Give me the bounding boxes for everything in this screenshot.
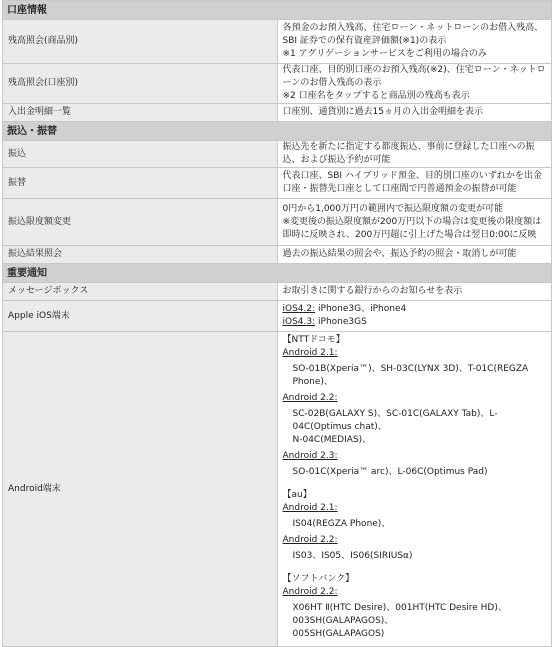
device-models: SO-01B(Xperia™)、SH-03C(LYNX 3D)、T-01C(REGZA Phone)、 [292, 364, 529, 387]
device-models: X06HT Ⅱ(HTC Desire)、001HT(HTC Desire HD)、003SH(GALAPAGOS)、 [292, 603, 507, 626]
row-transfer [3, 141, 552, 168]
row-message-box [3, 283, 552, 301]
row-label: メッセージボックス [3, 283, 278, 301]
ios-item [283, 316, 547, 329]
carrier-heading: 【NTTドコモ】 [282, 335, 345, 345]
ios-devices: iPhone3G、iPhone4 [315, 304, 407, 314]
section-title: 振込・振替 [3, 122, 552, 141]
android-version-link[interactable]: Android 2.1: [282, 348, 338, 358]
row-desc [277, 199, 552, 246]
device-models: SC-02B(GALAXY S)、SC-01C(GALAXY Tab)、L-04C(Optimus chat)、 [292, 409, 498, 432]
carrier-heading: 【au】 [282, 490, 312, 500]
row-android [3, 332, 552, 647]
android-version-link[interactable]: Android 2.2: [282, 535, 338, 545]
device-models: IS04(REGZA Phone)、 [292, 519, 391, 529]
row-label: 振込 [3, 141, 278, 168]
row-label: 入出金明細一覧 [3, 104, 278, 122]
desc-note: ※変更後の振込限度額が200万円以下の場合は変更後の限度額は即時に反映され、200万円超に引上げた場合は翌日0:00に反映 [282, 216, 542, 240]
row-desc [277, 20, 552, 64]
row-desc: 代表口座、SBI ハイブリッド預金、目的別口座のいずれかを出金口座・振替先口座として口座間で円普通預金の振替が可能 [277, 168, 552, 199]
section-header-account-info [3, 1, 552, 20]
android-list [277, 332, 552, 647]
ios-item [283, 303, 547, 316]
row-desc [277, 64, 552, 104]
desc-note: ※2 口座名をタップすると商品別の残高も表示 [282, 91, 470, 101]
desc-line: 0円から1,000万円の範囲内で振込限度額の変更が可能 [282, 203, 503, 214]
android-version-link[interactable]: Android 2.1: [282, 503, 338, 513]
section-header-transfer [3, 122, 552, 141]
row-desc: 過去の振込結果の照会や、振込予約の照会・取消しが可能 [277, 246, 552, 264]
android-version-link[interactable]: Android 2.2: [282, 587, 338, 597]
row-balance-by-product [3, 20, 552, 64]
row-desc: 口座別、通貨別に過去15ヵ月の入出金明細を表示 [277, 104, 552, 122]
section-title: 重要通知 [3, 264, 552, 283]
desc-note: ※1 アグリゲーションサービスをご利用の場合のみ [282, 49, 487, 59]
android-version-link[interactable]: Android 2.2: [282, 393, 338, 403]
row-transfer-result [3, 246, 552, 264]
section-header-notifications [3, 264, 552, 283]
ios-list [277, 301, 552, 332]
row-label: 残高照会(口座別) [3, 64, 278, 104]
ios-devices: iPhone3GS [315, 317, 367, 327]
device-models: N-04C(MEDIAS)、 [292, 435, 372, 445]
section-title: 口座情報 [3, 1, 552, 20]
ios-version-link[interactable]: iOS4.3: [282, 317, 316, 327]
row-transfer-limit [3, 199, 552, 246]
carrier-heading: 【ソフトバンク】 [282, 574, 355, 584]
device-models: SO-01C(Xperia™ arc)、L-06C(Optimus Pad) [292, 467, 488, 477]
row-label: Android端末 [3, 332, 278, 647]
service-table [2, 0, 552, 647]
row-desc: 振込先を新たに指定する都度振込、事前に登録した口座への振込、および振込予約が可能 [277, 141, 552, 168]
row-label: 残高照会(商品別) [3, 20, 278, 64]
row-label: 振込結果照会 [3, 246, 278, 264]
desc-line: 代表口座、目的別口座のお預入残高(※2)、住宅ローン・ネットローンのお借入残高の表示 [282, 65, 546, 88]
ios-version-link[interactable]: iOS4.2: [282, 304, 316, 314]
row-ios [3, 301, 552, 332]
device-models: IS03、IS05、IS06(SIRIUSα) [292, 551, 413, 561]
desc-line: 各預金のお預入残高、住宅ローン・ネットローンのお借入残高、SBI 証券での保有資産評価額(※1)の表示 [282, 23, 544, 46]
device-models: 005SH(GALAPAGOS) [292, 629, 385, 639]
row-account-transfer [3, 168, 552, 199]
row-desc: お取引きに関する銀行からのお知らせを表示 [277, 283, 552, 301]
row-label: 振替 [3, 168, 278, 199]
row-transaction-history [3, 104, 552, 122]
row-label: 振込限度額変更 [3, 199, 278, 246]
row-label: Apple iOS端末 [3, 301, 278, 332]
android-version-link[interactable]: Android 2.3: [282, 451, 338, 461]
row-balance-by-account [3, 64, 552, 104]
